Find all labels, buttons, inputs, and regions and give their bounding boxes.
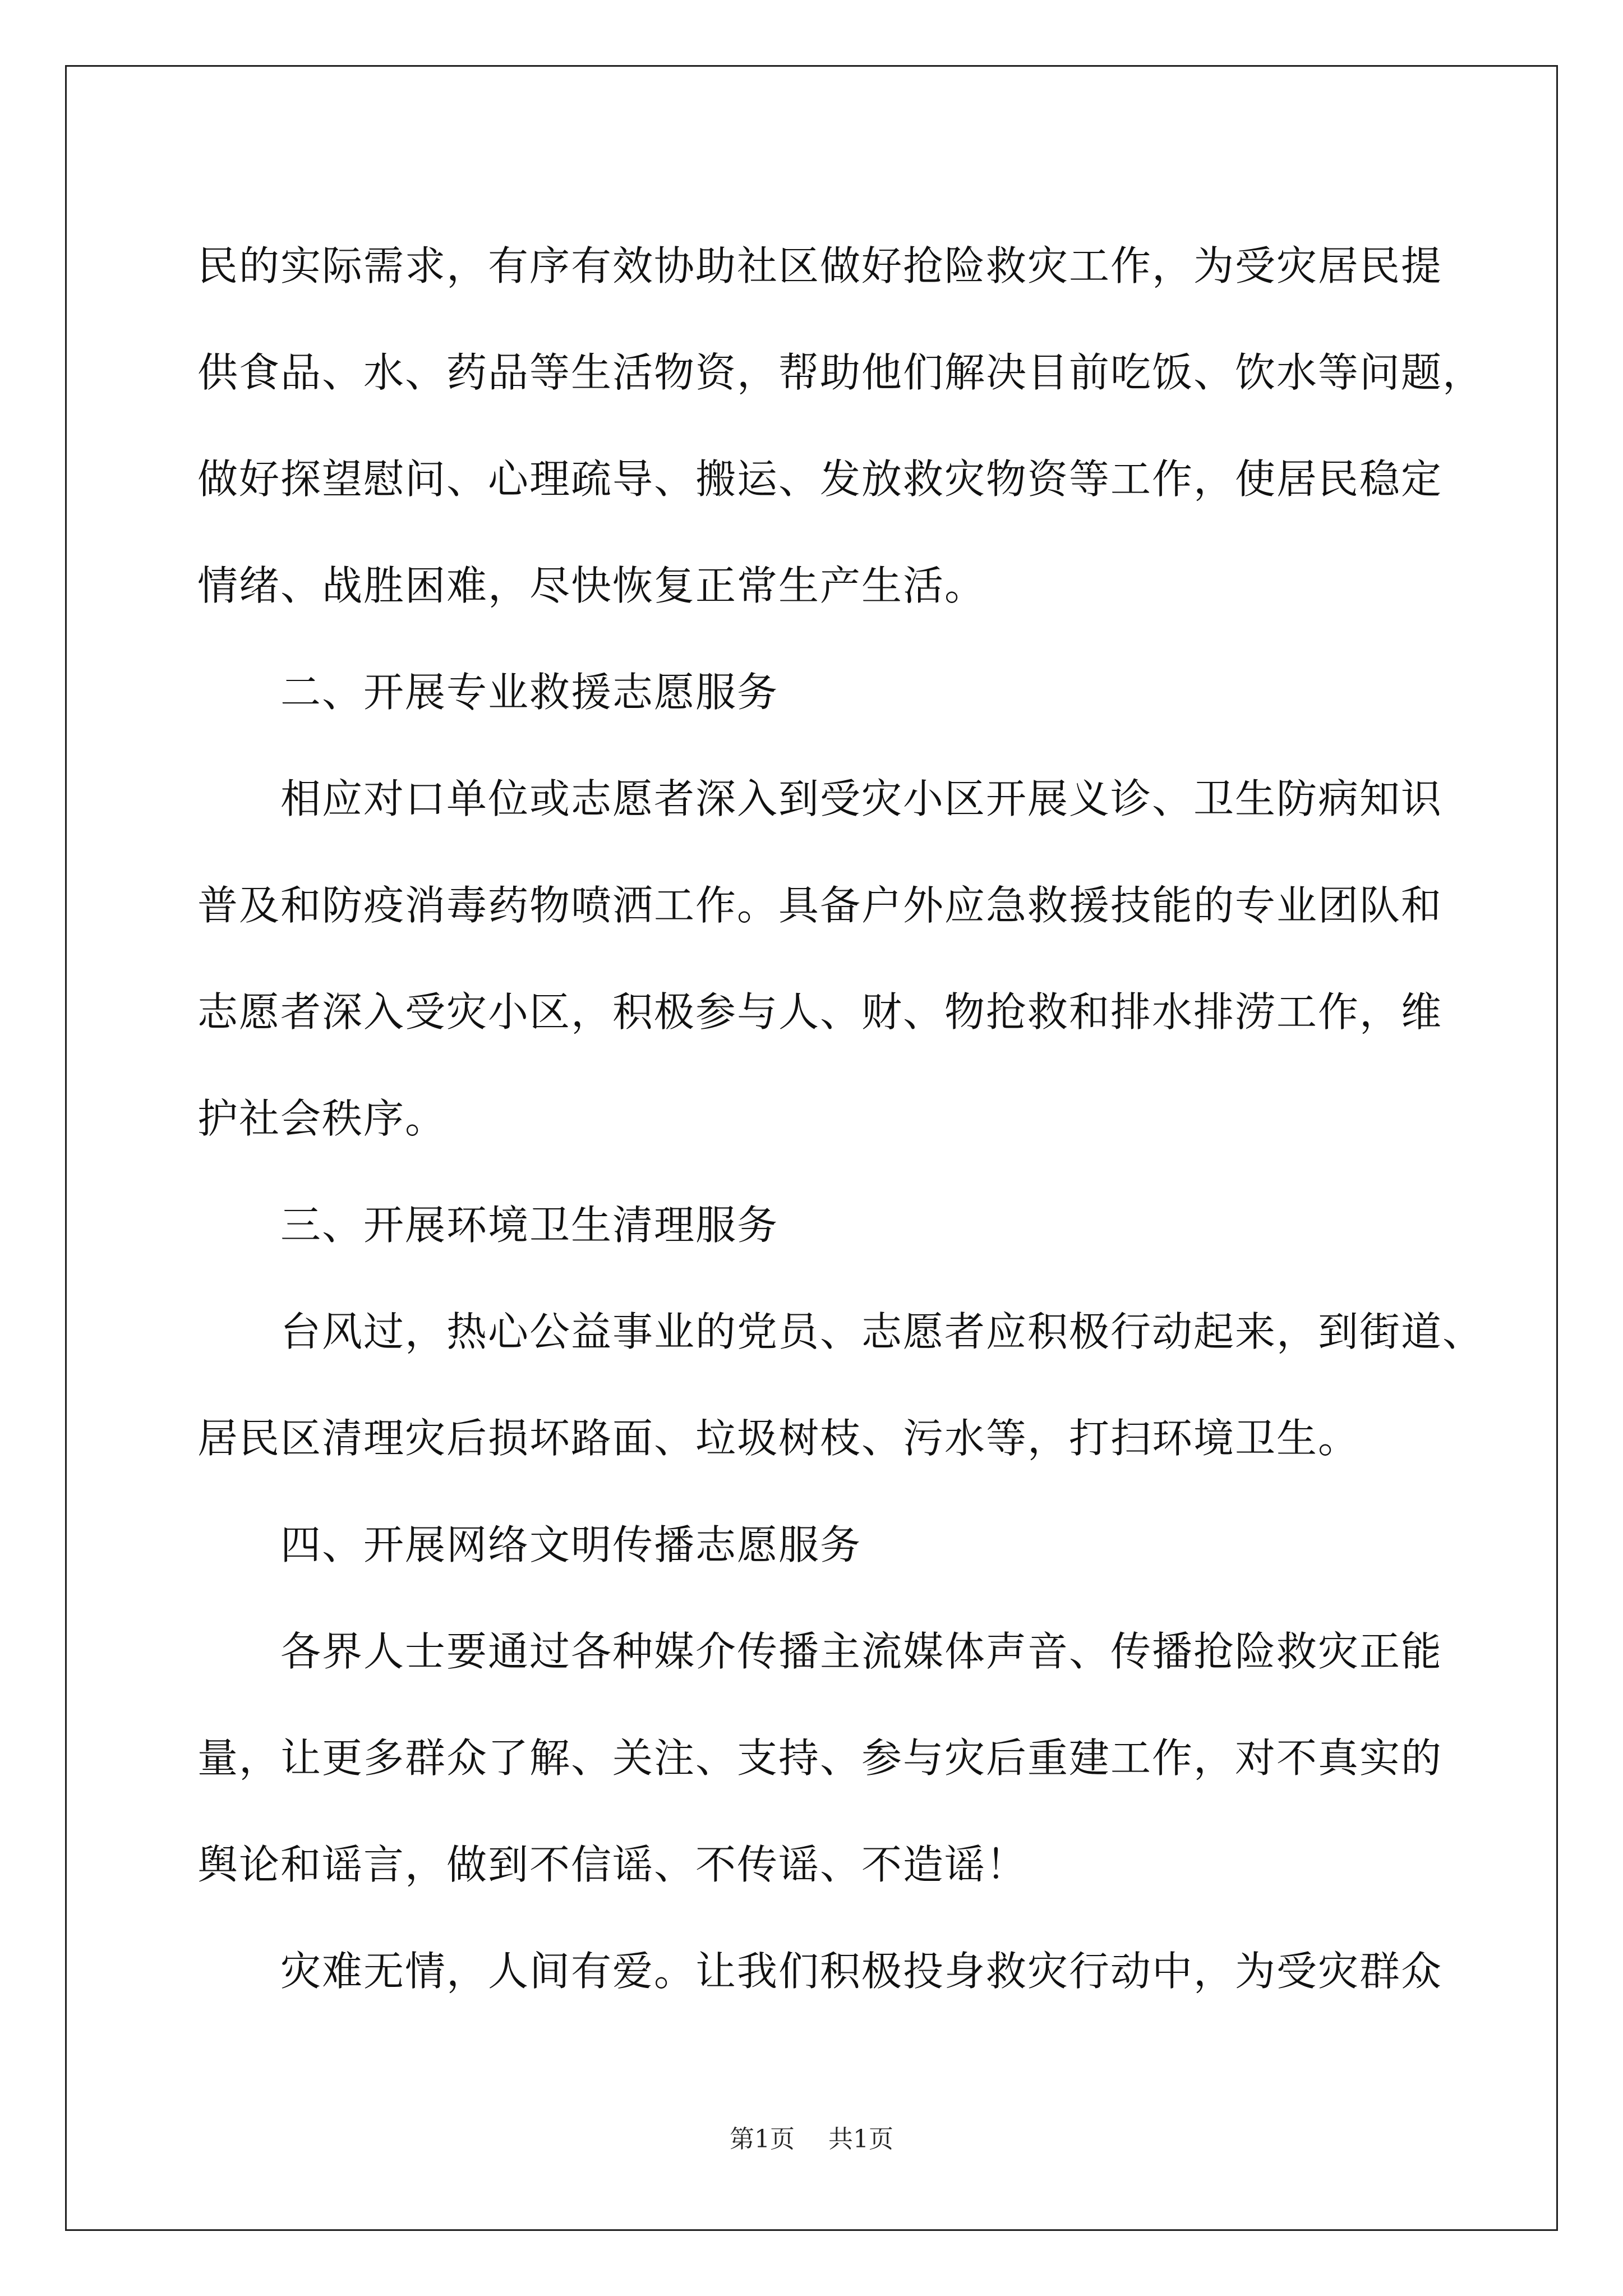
text-line: 民的实际需求，有序有效协助社区做好抢险救灾工作，为受灾居民提	[197, 242, 1443, 289]
text-line: 供食品、水、药品等生活物资，帮助他们解决目前吃饭、饮水等问题，	[197, 349, 1484, 396]
section-heading: 三、开展环境卫生清理服务	[197, 1202, 779, 1249]
text-line: 居民区清理灾后损坏路面、垃圾树枝、污水等，打扫环境卫生。	[197, 1415, 1360, 1462]
text-line: 志愿者深入受灾小区，积极参与人、财、物抢救和排水排涝工作，维	[197, 988, 1443, 1036]
page-total: 共1页	[828, 2125, 893, 2154]
text-line: 台风过，热心公益事业的党员、志愿者应积极行动起来，到街道、	[197, 1308, 1484, 1355]
text-line: 护社会秩序。	[197, 1095, 447, 1142]
text-line: 做好探望慰问、心理疏导、搬运、发放救灾物资等工作，使居民稳定	[197, 455, 1443, 503]
text-line: 舆论和谣言，做到不信谣、不传谣、不造谣！	[197, 1841, 1028, 1888]
text-line: 情绪、战胜困难，尽快恢复正常生产生活。	[197, 562, 986, 609]
section-heading: 二、开展专业救援志愿服务	[197, 669, 779, 716]
page-number: 第1页	[730, 2125, 795, 2154]
text-line: 相应对口单位或志愿者深入到受灾小区开展义诊、卫生防病知识	[197, 775, 1443, 822]
text-line: 普及和防疫消毒药物喷洒工作。具备户外应急救援技能的专业团队和	[197, 882, 1443, 929]
text-line: 灾难无情，人间有爱。让我们积极投身救灾行动中，为受灾群众	[197, 1948, 1443, 1995]
section-heading: 四、开展网络文明传播志愿服务	[197, 1521, 862, 1568]
text-line: 量，让更多群众了解、关注、支持、参与灾后重建工作，对不真实的	[197, 1734, 1443, 1782]
page-footer	[0, 2123, 1623, 2156]
document-body	[197, 213, 1484, 2024]
text-line: 各界人士要通过各种媒介传播主流媒体声音、传播抢险救灾正能	[197, 1628, 1443, 1675]
